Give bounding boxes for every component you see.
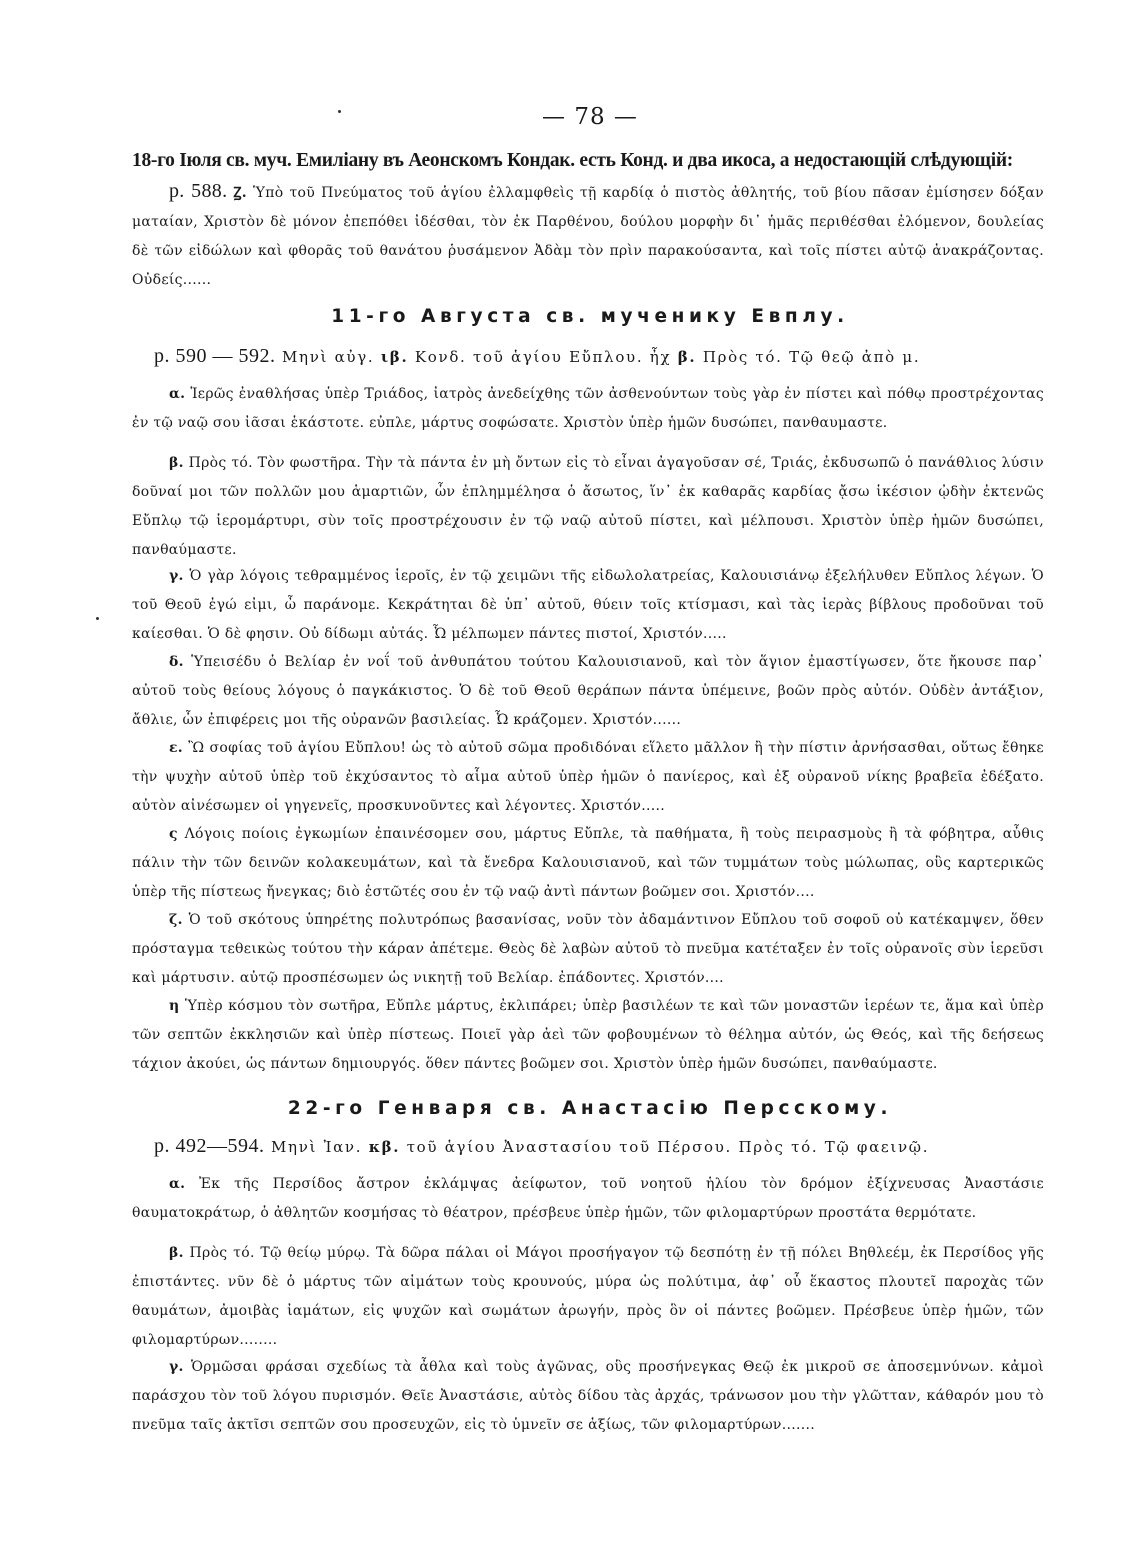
ref-pages: р. 492—594. xyxy=(154,1135,265,1157)
stanza xyxy=(132,1353,1044,1440)
ref-tone: β. xyxy=(677,348,697,366)
ref-month: Μηνὶ αὐγ. xyxy=(281,348,375,366)
stanza-text: Ὑπεισέδυ ὁ Βελίαρ ἐν νοΐ τοῦ ἀνθυπάτου τούτου Καλουισιανοῦ, καὶ τὸν ἅγιον ἐμαστίγωσεν, ὅτε ἤκουσε παρ᾽ αὐτοῦ τοὺς θείους λόγους ὁ παγκάκιστος. Ὁ δὲ τοῦ Θεοῦ θεράπων πάντα ὑπέμεινε, βοῶν πρὸς αὐτόν. Οὐδὲν ἀντάξιον, ἄθλιε, ὧν ἐπιφέρεις μοι τῆς οὐρανῶν βασιλείας. Ὦ κράζομεν. Χριστόν...... xyxy=(132,654,1044,728)
stanza-num: γ. xyxy=(169,568,184,584)
stanza xyxy=(132,820,1044,907)
stanza-num: η xyxy=(169,998,180,1014)
stanza-num: β. xyxy=(169,455,184,471)
block-text: Ὑπὸ τοῦ Πνεύματος τοῦ ἁγίου ἐλλαμφθεὶς τῇ καρδίᾳ ὁ πιστὸς ἀθλητής, τοῦ βίου πᾶσαν ἐμίσησεν δόξαν ματαίαν, Χριστὸν δὲ μόνον ἐπεπόθει ἰδέσθαι, τὸν ἐκ Παρθένου, δούλου μορφὴν δι᾽ ἡμᾶς περιθέσθαι ἐλόμενον, δουλείας δὲ τῶν εἰδώλων καὶ φθορᾶς τοῦ θανάτου ῥυσάμενον Ἀδὰμ τὸν πρὶν παρακούσαντα, καὶ τοῖς πίστει αὐτῷ ἀνακράζοντας. Οὐδείς...... xyxy=(132,185,1044,288)
page-number: — 78 — xyxy=(542,104,638,130)
stanza-text: Λόγοις ποίοις ἐγκωμίων ἐπαινέσομεν σου, μάρτυς Εὔπλε, τὰ παθήματα, ἢ τοὺς πειρασμοὺς ἢ τὰ φόβητρα, αὖθις πάλιν τὴν τῶν δεινῶν κολακευμάτων, καὶ τὰ ἔνεδρα Καλουισιανοῦ, καὶ τῶν τυμμάτων τοὺς μώλωπας, οὓς καρτερικῶς ὑπὲρ τῆς πίστεως ἤνεγκας; διὸ ἑστῶτές σου ἐν τῷ ναῷ ἀντὶ πάντων βοῶμεν σοι. Χριστόν.... xyxy=(132,826,1044,900)
ref-kontakion: Κονδ. τοῦ ἁγίου Εὔπλου. ἦχ xyxy=(414,348,672,366)
stanza-text: Ἱερῶς ἐναθλήσας ὑπὲρ Τριάδος, ἰατρὸς ἀνεδείχθης τῶν ἀσθενούντων τοὺς γὰρ ἐν πίστει καὶ πόθῳ προστρέχοντας ἐν τῷ ναῷ σου ἰᾶσαι ἑκάστοτε. εὐπλε, μάρτυς σοφώσατε. Χριστὸν ὑπὲρ ἡμῶν δυσώπει, πανθαυμαστε. xyxy=(132,386,1044,431)
stanza xyxy=(132,562,1044,649)
intro-line: 18-го Іюля св. муч. Емиліану въ Аеонскомъ Кондак. есть Конд. и два икоса, а недостающій слѣдующій: xyxy=(132,150,1013,171)
stanza xyxy=(132,734,1044,821)
section-heading-anastasius: 22-го Генваря св. Анастасію Персскому. xyxy=(287,1098,893,1119)
stanza xyxy=(132,449,1044,565)
ref-month: Μηνὶ Ἰαν. xyxy=(270,1138,363,1156)
speck xyxy=(96,617,99,620)
ref-day: ιβ. xyxy=(380,348,409,366)
section-heading-evplus: 11-го Августа св. мученику Евплу. xyxy=(331,306,849,327)
ref-day: κβ. xyxy=(368,1138,401,1156)
stanza xyxy=(132,648,1044,735)
stanza-num: ς xyxy=(169,826,178,842)
stanza-text: Πρὸς τό. Τὸν φωστῆρα. Τὴν τὰ πάντα ἐν μὴ ὄντων εἰς τὸ εἶναι ἀγαγοῦσαν σέ, Τριάς, ἐκδυσωπῶ ὁ πανάθλιος λύσιν δοῦναί μοι τῶν πολλῶν μου ἁμαρτιῶν, ὧν ἐπλημμέλησα ὁ ἄσωτος, ἵν᾽ ἐκ καθαρᾶς καρδίας ᾄσω ἱκέσιον ᾠδὴν ἐκτενῶς Εὔπλῳ τῷ ἱερομάρτυρι, σὺν τοῖς προστρέχουσιν ἐν τῷ ναῷ αὐτοῦ πίστει, καὶ μέλπουσι. Χριστὸν ὑπὲρ ἡμῶν δυσώπει, πανθαύμαστε. xyxy=(132,455,1044,558)
stanza-num: ε. xyxy=(169,740,183,756)
stanza-text: Ὁ τοῦ σκότους ὑπηρέτης πολυτρόπως βασανίσας, νοῦν τὸν ἀδαμάντινον Εὔπλου τοῦ σοφοῦ οὐ κατέκαμψεν, ὅθεν πρόσταγμα τεθεικὼς τούτου τὴν κάραν ἀπέτεμε. Θεὸς δὲ λαβὼν αὐτοῦ τὸ πνεῦμα κατέταξεν ἐν τοῖς οὐρανοῖς σὺν ἱερεῦσι καὶ μάρτυσιν. αὐτῷ προσπέσωμεν ὡς νικητῇ τοῦ Βελίαρ. ἐπάδοντες. Χριστόν.... xyxy=(132,912,1044,986)
ref-pages: р. 590 — 592. xyxy=(154,345,276,367)
stanza xyxy=(132,906,1044,993)
stanza xyxy=(132,380,1044,438)
section-ref-anastasius xyxy=(154,1135,1044,1158)
stanza-text: Ὁ γὰρ λόγοις τεθραμμένος ἱεροῖς, ἐν τῷ χειμῶνι τῆς εἰδωλολατρείας, Καλουισιάνῳ ἐξελήλυθεν Εὔπλος λέγων. Ὁ τοῦ Θεοῦ ἐγώ εἰμι, ὦ παράνομε. Κεκράτηται δὲ ὑπ᾽ αὐτοῦ, θύειν τοῖς κτίσμασι, καὶ τὰς ἱερὰς βίβλους προδοῦναι τοῦ καίεσθαι. Ὁ δὲ φησιν. Οὐ δίδωμι αὐτάς. Ὦ μέλπωμεν πάντες πιστοί, Χριστόν..... xyxy=(132,568,1044,642)
stanza-num: β. xyxy=(169,1245,184,1261)
ref-kontakion: τοῦ ἁγίου Ἀναστασίου τοῦ Πέρσου. Πρὸς τό. Τῷ φαεινῷ. xyxy=(406,1138,930,1156)
block-num: Ꙁ. xyxy=(233,185,247,201)
stanza xyxy=(132,1239,1044,1355)
stanza-num: γ. xyxy=(169,1359,184,1375)
stanza-num: δ. xyxy=(169,654,184,670)
section-ref-evplus xyxy=(154,345,1044,368)
stanza-text: Ὁρμῶσαι φράσαι σχεδίως τὰ ἆθλα καὶ τοὺς ἀγῶνας, οὓς προσήνεγκας Θεῷ ἐκ μικροῦ σε ἀποσεμνύνων. κἀμοὶ παράσχου τὸν τοῦ λόγου πυρισμόν. Θεῖε Ἀναστάσιε, αὐτὸς δίδου τὰς ἀρχάς, τράνωσον μου τὴν γλῶτταν, κάθαρόν μου τὸ πνεῦμα ταῖς ἀκτῖσι σεπτῶν σου προσευχῶν, εἰς τὸ ὑμνεῖν σε ἀξίως, τῶν φιλομαρτύρων....... xyxy=(132,1359,1044,1433)
stanza xyxy=(132,1170,1044,1228)
ref-melody: Πρὸς τό. Τῷ θεῷ ἀπὸ μ. xyxy=(702,348,921,366)
stanza-num: α. xyxy=(169,1176,186,1192)
stanza-text: Ἐκ τῆς Περσίδος ἄστρον ἐκλάμψας ἀείφωτον, τοῦ νοητοῦ ἡλίου τὸν δρόμον ἐξίχνευσας Ἀναστάσιε θαυματοκράτωρ, ὁ ἀθλητῶν κοσμήσας τὸ θέατρον, πρέσβευε ὑπὲρ ἡμῶν, τῶν φιλομαρτύρων προστάτα θερμότατε. xyxy=(132,1176,1044,1221)
stanza-text: Ὑπὲρ κόσμου τὸν σωτῆρα, Εὔπλε μάρτυς, ἐκλιπάρει; ὑπὲρ βασιλέων τε καὶ τῶν μοναστῶν ἱερέων τε, ἅμα καὶ ὑπὲρ τῶν σεπτῶν ἐκκλησιῶν καὶ ὑπὲρ πίστεως. Ποιεῖ γὰρ ἀεὶ τῶν φοβουμένων τὸ θέλημα αὐτόν, ὡς Θεός, καὶ τῆς δεήσεως τάχιον ἀκούει, ὡς πάντων δημιουργός. ὅθεν πάντες βοῶμεν σοι. Χριστὸν ὑπὲρ ἡμῶν δυσώπει, πανθαύμαστε. xyxy=(132,998,1044,1072)
stanza-text: Πρὸς τό. Τῷ θείῳ μύρῳ. Τὰ δῶρα πάλαι οἱ Μάγοι προσήγαγον τῷ δεσπότῃ ἐν τῇ πόλει Βηθλεέμ, ἐκ Περσίδος γῆς ἐπιστάντες. νῦν δὲ ὁ μάρτυς τῶν αἱμάτων τοὺς κρουνούς, μύρα ὡς πολύτιμα, ἀφ᾽ οὗ ἕκαστος πλουτεῖ παροχὰς τῶν θαυμάτων, ἀμοιβὰς ἰαμάτων, εἰς ψυχῶν καὶ σωμάτων ἀρωγήν, πρὸς ὃν οἱ πάντες βοῶμεν. Πρέσβευε ὑπὲρ ἡμῶν, τῶν φιλομαρτύρων........ xyxy=(132,1245,1044,1348)
stanza xyxy=(132,992,1044,1079)
stanza-text: Ὢ σοφίας τοῦ ἁγίου Εὔπλου! ὡς τὸ αὐτοῦ σῶμα προδιδόναι εἵλετο μᾶλλον ἢ τὴν πίστιν ἀρνήσασθαι, οὕτως ἔθηκε τὴν ψυχὴν αὐτοῦ ὑπὲρ τοῦ ἐκχύσαντος τὸ αἷμα αὐτοῦ ὑπὲρ ἡμῶν ὁ πανίερος, καὶ ἐξ οὐρανοῦ νίκης βραβεῖα ἐδέξατο. αὐτὸν αἰνέσωμεν οἱ γηγενεῖς, προσκυνοῦντες καὶ λέγοντες. Χριστόν..... xyxy=(132,740,1044,814)
stanza-num: α. xyxy=(169,386,186,402)
block-ref: р. 588. xyxy=(169,180,228,202)
stanza-num: ζ. xyxy=(169,912,183,928)
block-588 xyxy=(132,177,1044,295)
